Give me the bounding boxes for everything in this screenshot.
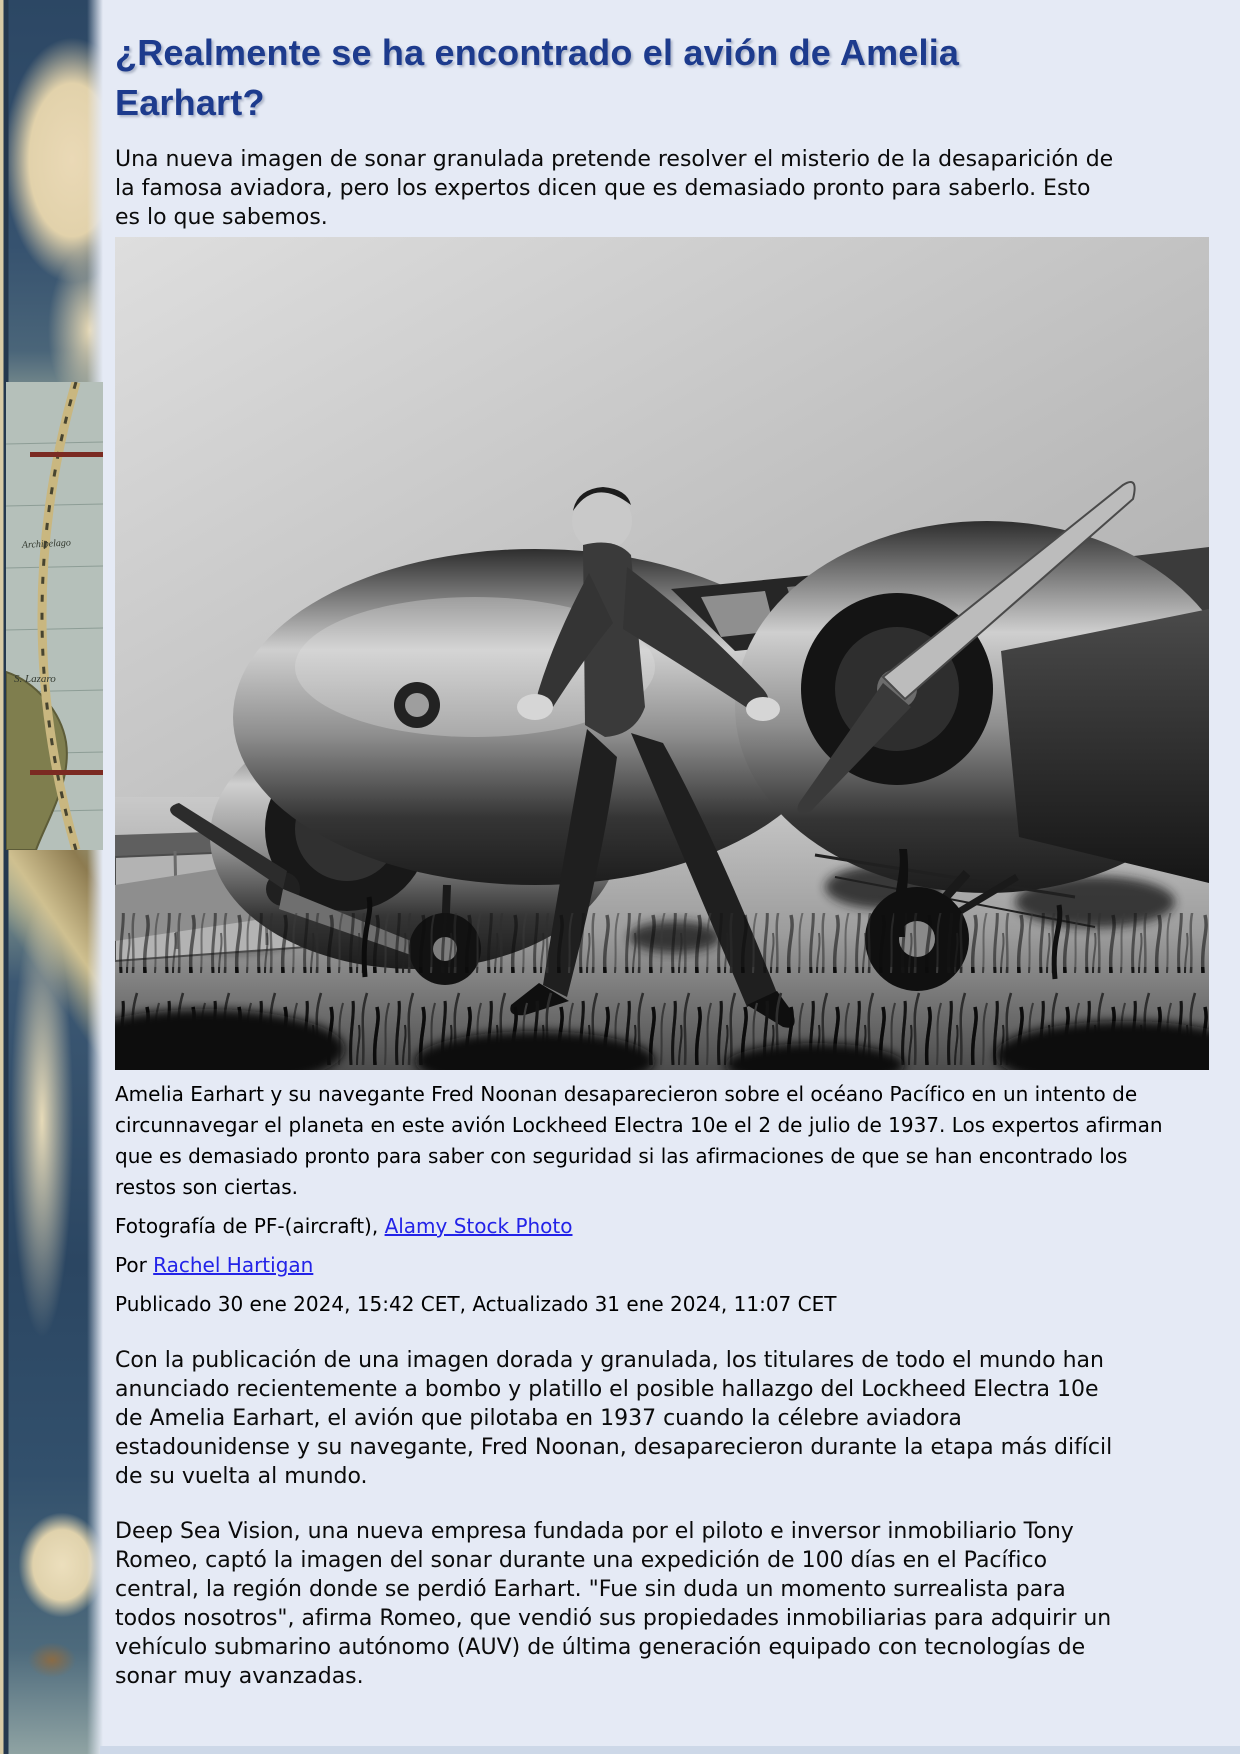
author-link[interactable]: Rachel Hartigan <box>153 1253 314 1277</box>
article-paragraph-1: Con la publicación de una imagen dorada y granulada, los titulares de todo el mundo han anunciado recientemente a bombo y platillo el posible hallazgo del Lockheed Electra 10e de Amelia Earhart, el avión que pilotaba en 1937 cuando la célebre aviadora estadounidense y su navegante, Fred Noonan, desaparecieron durante la etapa más difícil de su vuelta al mundo. <box>115 1348 1113 1489</box>
photo-caption: Amelia Earhart y su navegante Fred Noonan desaparecieron sobre el océano Pacífico en un intento de circunnavegar el planeta en este avión Lockheed Electra 10e el 2 de julio de 1937. Los expertos afirman que es demasiado pronto para saber con seguridad si las afirmaciones de que se han encontrado los restos son ciertas. <box>115 1082 1163 1199</box>
dateline: Publicado 30 ene 2024, 15:42 CET, Actualizado 31 ene 2024, 11:07 CET <box>115 1292 837 1316</box>
article-content <box>115 0 1211 1691</box>
photo-credit-line <box>115 1210 1211 1242</box>
byline-prefix: Por <box>115 1253 154 1277</box>
map-panel <box>6 382 103 850</box>
map-label-archipelago: Archipelago <box>21 537 72 551</box>
antique-map-border <box>0 0 103 1754</box>
map-label-s-lazaro: S. Lazaro <box>14 673 56 685</box>
article-photo <box>115 237 1209 1070</box>
credit-link[interactable]: Alamy Stock Photo <box>384 1214 573 1238</box>
article-paragraph-2: Deep Sea Vision, una nueva empresa fundada por el piloto e inversor inmobiliario Tony Romeo, captó la imagen del sonar durante una expedición de 100 días en el Pacífico central, la región donde se perdió Earhart. "Fue sin duda un momento surrealista para todos nosotros", afirma Romeo, que vendió sus propiedades inmobiliarias para adquirir un vehículo submarino autónomo (AUV) de última generación equipado con tecnologías de sonar muy avanzadas. <box>115 1519 1112 1689</box>
article-intro: Una nueva imagen de sonar granulada pretende resolver el misterio de la desaparición de la famosa aviadora, pero los expertos dicen que es demasiado pronto para saberlo. Esto es lo que sabemos. <box>115 147 1114 230</box>
byline <box>115 1249 1211 1281</box>
photo-credit-prefix: Fotografía de PF-(aircraft), <box>115 1214 385 1238</box>
page-bottom-divider <box>100 1746 1240 1754</box>
article-title: ¿Realmente se ha encontrado el avión de Amelia Earhart? <box>115 32 960 123</box>
